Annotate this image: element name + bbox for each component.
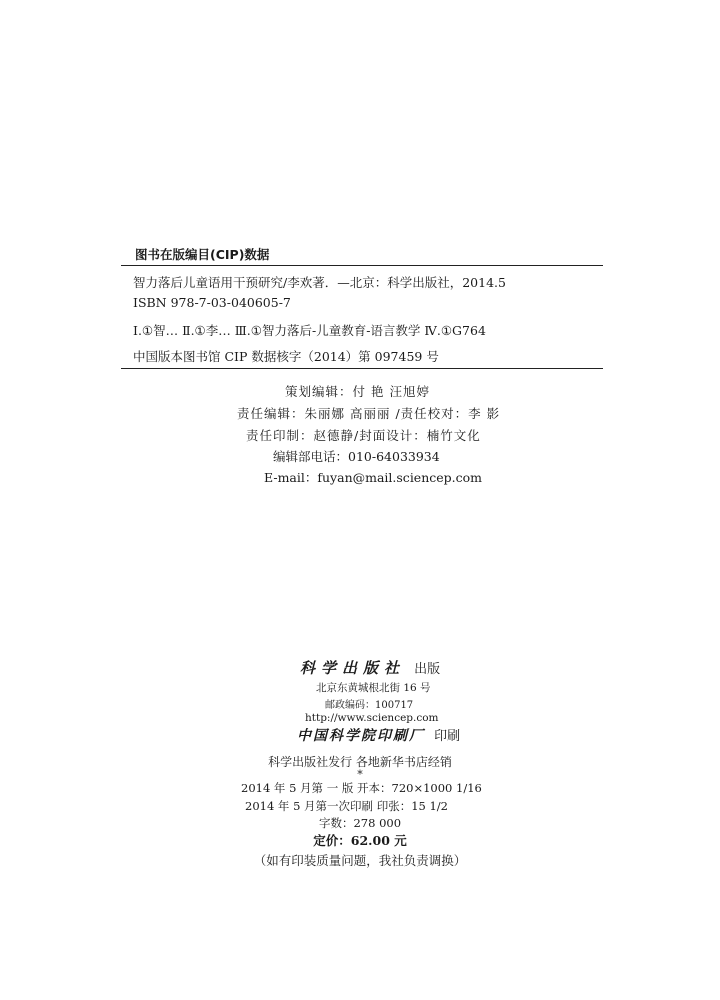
edition-info: 2014 年 5 月第 一 版 开本：720×1000 1/16 <box>241 781 482 795</box>
publisher-line <box>300 657 440 678</box>
publisher-address: 北京东黄城根北街 16 号 <box>316 682 431 694</box>
cip-isbn: ISBN 978-7-03-040605-7 <box>133 295 291 310</box>
planning-editors: 策划编辑：付 艳 汪旭婷 <box>285 384 430 399</box>
quality-notice: （如有印装质量问题，我社负责调换） <box>253 853 467 868</box>
price: 定价：62.00 元 <box>313 833 407 848</box>
editorial-phone: 编辑部电话：010-64033934 <box>273 449 440 464</box>
publisher-logo: 科学出版社 <box>300 659 406 677</box>
word-count: 字数：278 000 <box>318 816 402 830</box>
printing-info: 2014 年 5 月第一次印刷 印张：15 1/2 <box>245 799 449 813</box>
separator-star: * <box>357 768 363 781</box>
printing-and-cover: 责任印制：赵德静/封面设计：楠竹文化 <box>246 428 481 443</box>
publisher-postcode: 邮政编码：100717 <box>325 700 414 711</box>
cip-top-rule <box>121 265 603 266</box>
published-label: 出版 <box>414 662 441 677</box>
cip-classification: Ⅰ.①智… Ⅱ.①李… Ⅲ.①智力落后-儿童教育-语言教学 Ⅳ.①G764 <box>133 323 486 338</box>
responsible-editors: 责任编辑：朱丽娜 高丽丽 /责任校对：李 影 <box>237 406 501 421</box>
distribution: 科学出版社发行 各地新华书店经销 <box>268 755 452 769</box>
cip-bottom-rule <box>121 368 603 369</box>
printer-line <box>297 725 460 745</box>
cip-bibliographic-line: 智力落后儿童语用干预研究/李欢著．—北京：科学出版社，2014.5 <box>133 275 506 290</box>
printer-logo: 中国科学院印刷厂 <box>297 728 425 744</box>
editorial-email: E-mail：fuyan@mail.sciencep.com <box>264 470 483 485</box>
cip-record-number: 中国版本图书馆 CIP 数据核字（2014）第 097459 号 <box>133 349 439 364</box>
cip-title: 图书在版编目(CIP)数据 <box>135 247 270 262</box>
publisher-website: http://www.sciencep.com <box>305 712 439 724</box>
printed-label: 印刷 <box>434 729 461 744</box>
